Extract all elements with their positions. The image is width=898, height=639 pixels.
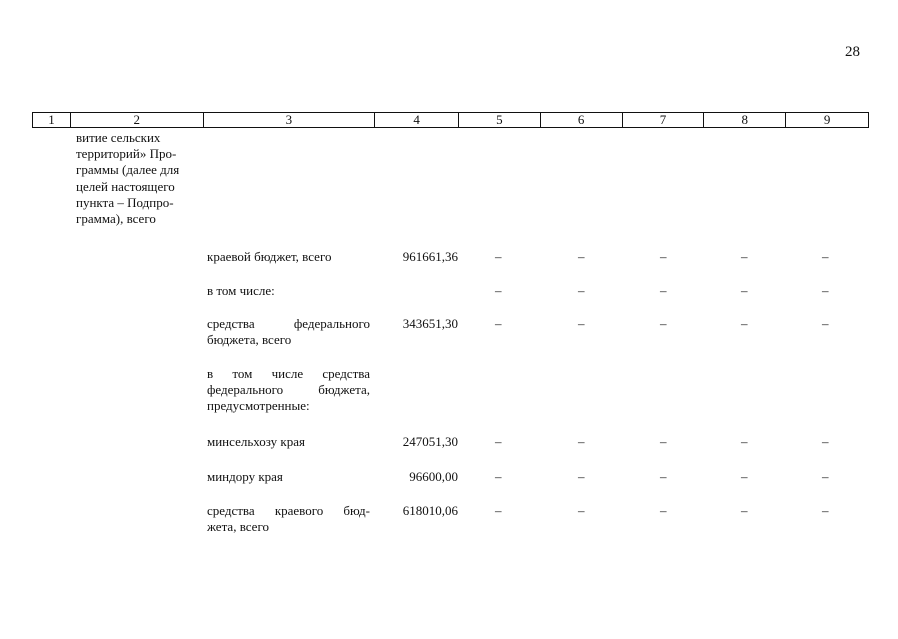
- empty-dash: –: [822, 316, 829, 331]
- subprogram-name-cell: [76, 130, 197, 227]
- label-line: средства федерального: [207, 316, 370, 331]
- funding-source-label: [207, 316, 370, 348]
- empty-dash: –: [660, 503, 667, 518]
- amount-value: 96600,00: [409, 469, 458, 484]
- funding-source-label: [207, 283, 370, 299]
- empty-dash: –: [495, 434, 502, 449]
- label-line: жета, всего: [207, 519, 269, 535]
- amount-value: 247051,30: [402, 434, 458, 449]
- column-number-3: 3: [204, 113, 376, 127]
- empty-dash: –: [822, 469, 829, 484]
- amount-value: 961661,36: [402, 249, 458, 264]
- empty-dash: –: [495, 503, 502, 518]
- empty-dash: –: [578, 283, 585, 298]
- empty-dash: –: [578, 434, 585, 449]
- label-line: минсельхозу края: [207, 434, 305, 449]
- empty-dash: –: [660, 469, 667, 484]
- column-number-6: 6: [541, 113, 623, 127]
- column-number-4: 4: [375, 113, 459, 127]
- label-line: предусмотренные:: [207, 398, 310, 414]
- label-line: в том числе:: [207, 283, 275, 298]
- empty-dash: –: [660, 434, 667, 449]
- empty-dash: –: [495, 283, 502, 298]
- column-number-2: 2: [71, 113, 204, 127]
- empty-dash: –: [660, 316, 667, 331]
- funding-source-label: [207, 503, 370, 535]
- funding-source-label: [207, 366, 370, 415]
- empty-dash: –: [578, 503, 585, 518]
- label-line: федерального бюджета,: [207, 382, 370, 398]
- empty-dash: –: [822, 249, 829, 264]
- label-line: краевой бюджет, всего: [207, 249, 332, 264]
- empty-dash: –: [822, 434, 829, 449]
- subprogram-name-line: территорий» Про-: [76, 146, 177, 162]
- empty-dash: –: [822, 503, 829, 518]
- empty-dash: –: [578, 316, 585, 331]
- subprogram-name-line: целей настоящего: [76, 178, 175, 194]
- empty-dash: –: [741, 249, 748, 264]
- subprogram-name-line: пункта – Подпро-: [76, 194, 174, 210]
- page-number: 28: [845, 44, 860, 60]
- label-line: средства краевого бюд-: [207, 503, 370, 518]
- subprogram-name-line: витие сельских: [76, 130, 161, 145]
- label-line: миндору края: [207, 469, 283, 484]
- empty-dash: –: [578, 249, 585, 264]
- column-number-7: 7: [623, 113, 705, 127]
- empty-dash: –: [741, 469, 748, 484]
- column-number-5: 5: [459, 113, 541, 127]
- subprogram-name-line: граммы (далее для: [76, 162, 180, 178]
- empty-dash: –: [495, 249, 502, 264]
- empty-dash: –: [741, 434, 748, 449]
- amount-value: 343651,30: [402, 316, 458, 331]
- empty-dash: –: [495, 469, 502, 484]
- empty-dash: –: [578, 469, 585, 484]
- column-number-9: 9: [823, 112, 831, 127]
- column-number-1: 1: [33, 113, 71, 127]
- funding-source-label: [207, 434, 370, 450]
- funding-source-label: [207, 469, 370, 485]
- table-header-row: [32, 112, 869, 128]
- empty-dash: –: [495, 316, 502, 331]
- subprogram-name-line: грамма), всего: [76, 211, 156, 227]
- empty-dash: –: [741, 503, 748, 518]
- label-line: в том числе средства: [207, 366, 370, 381]
- empty-dash: –: [660, 249, 667, 264]
- column-number-8: 8: [704, 113, 786, 127]
- empty-dash: –: [741, 283, 748, 298]
- funding-source-label: [207, 249, 370, 265]
- amount-value: 618010,06: [402, 503, 458, 518]
- empty-dash: –: [660, 283, 667, 298]
- empty-dash: –: [822, 283, 829, 298]
- empty-dash: –: [741, 316, 748, 331]
- label-line: бюджета, всего: [207, 332, 292, 348]
